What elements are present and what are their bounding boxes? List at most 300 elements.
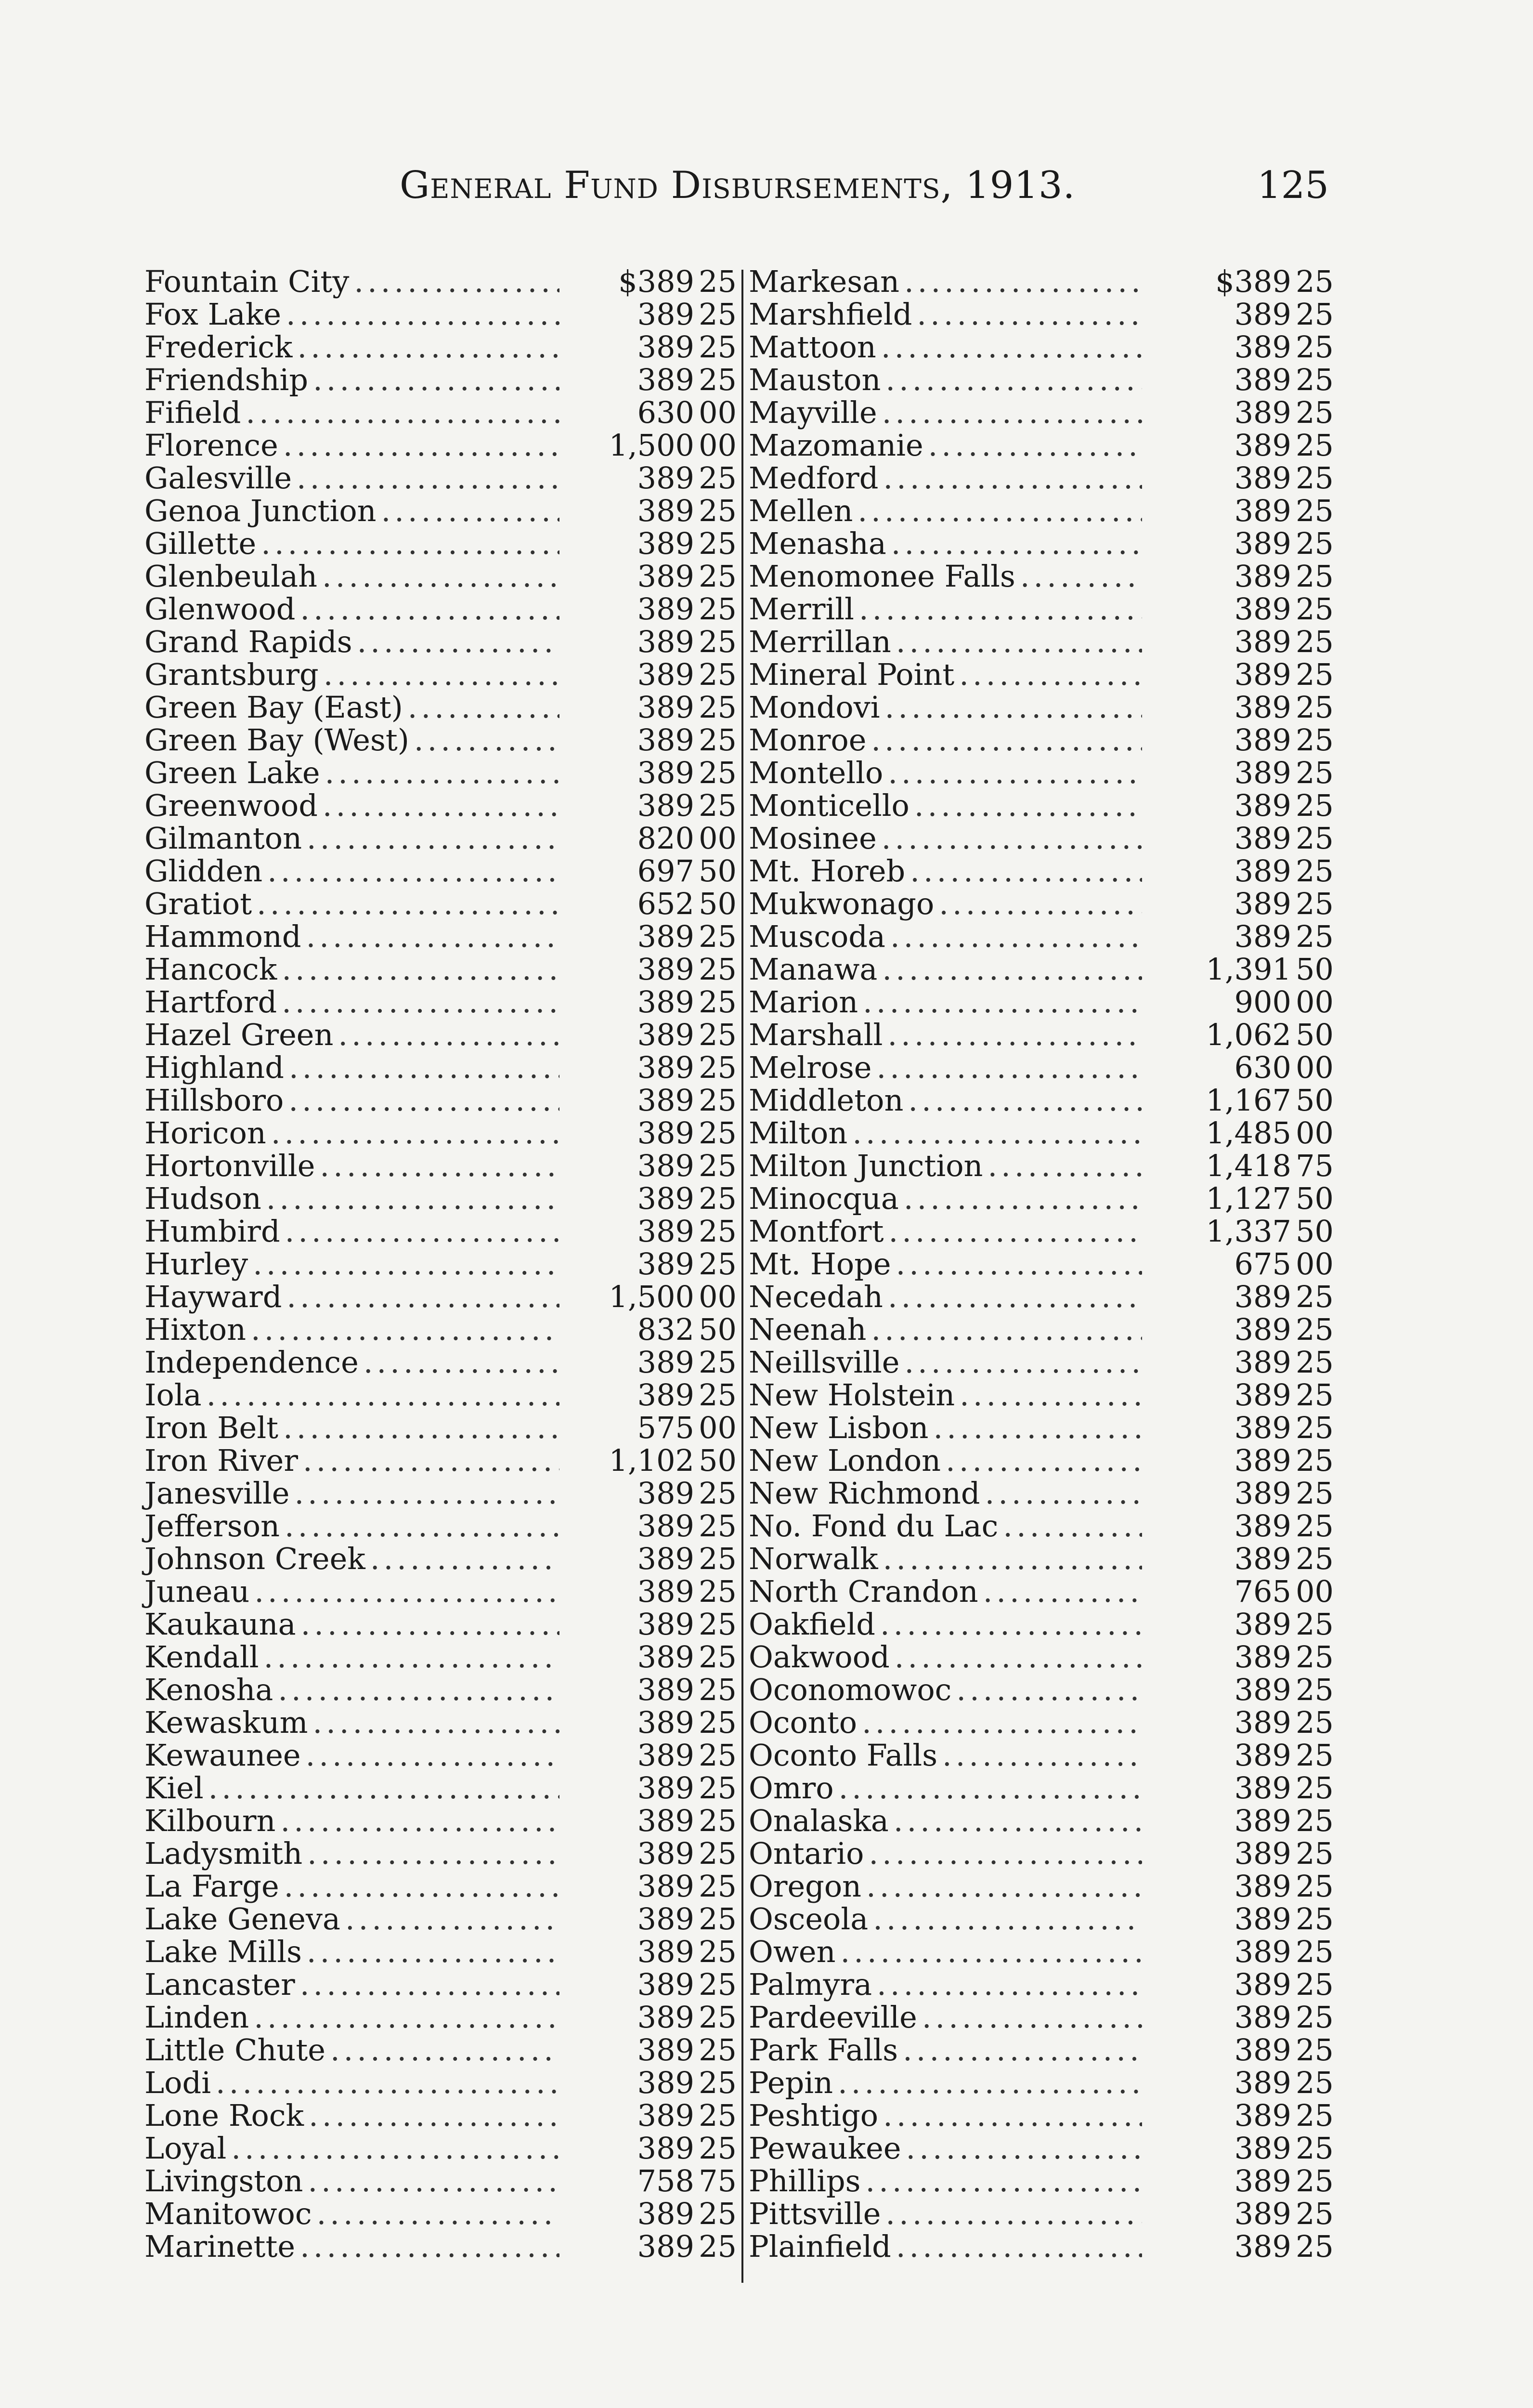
disbursement-row (749, 755, 1334, 788)
amount-dollars: 1,485 (1206, 1115, 1291, 1151)
amount-cents: 25 (1296, 886, 1334, 921)
amount-cents: 25 (1296, 755, 1334, 790)
leader-dots (330, 2032, 559, 2068)
disbursement-row (749, 297, 1334, 332)
leader-dots (888, 1214, 1142, 1249)
place-name: Montfort (749, 1214, 884, 1249)
amount-dollars: 389 (1234, 2163, 1291, 2199)
place-name: Glenbeulah (144, 559, 318, 594)
place-name: Frederick (144, 329, 293, 365)
amount-dollars: 389 (1234, 722, 1291, 758)
place-name: Fountain City (144, 264, 350, 299)
leader-dots (308, 2163, 559, 2199)
amount-cents: 25 (699, 526, 737, 561)
leader-dots (883, 460, 1142, 496)
disbursement-row (749, 1770, 1334, 1806)
place-name: Mondovi (749, 690, 880, 725)
place-name: No. Fond du Lac (749, 1508, 999, 1544)
place-name: Humbird (144, 1214, 280, 1249)
place-name: Janesville (144, 1476, 290, 1511)
amount-cents: 25 (699, 1476, 737, 1511)
amount-dollars: 765 (1234, 1574, 1291, 1609)
leader-dots (216, 2065, 559, 2100)
amount-dollars: 389 (1234, 1836, 1291, 1871)
disbursement-row (144, 624, 737, 657)
amount-dollars: 389 (637, 1836, 694, 1871)
amount-cents: 00 (1296, 1246, 1334, 1282)
place-name: Middleton (749, 1083, 904, 1118)
leader-dots (364, 1345, 559, 1380)
place-name: Onalaska (749, 1803, 889, 1838)
leader-dots (906, 2131, 1142, 2166)
amount-cents: 25 (1296, 559, 1334, 594)
amount-dollars: 389 (637, 2000, 694, 2035)
amount-dollars: 389 (637, 1934, 694, 1969)
place-name: Lone Rock (144, 2098, 304, 2133)
leader-dots (278, 1672, 559, 1707)
amount-dollars: 389 (637, 1115, 694, 1151)
leader-dots (890, 919, 1142, 954)
amount-cents: 25 (1296, 821, 1334, 856)
amount-dollars: 675 (1234, 1246, 1291, 1282)
place-name: Menomonee Falls (749, 559, 1015, 594)
amount-cents: 25 (699, 2032, 737, 2068)
amount-cents: 00 (1296, 1050, 1334, 1085)
amount-dollars: 389 (1234, 1738, 1291, 1773)
amount-dollars: 389 (1234, 624, 1291, 659)
amount-cents: 25 (1296, 1410, 1334, 1445)
amount-dollars: 389 (1234, 1541, 1291, 1576)
place-name: Green Bay (West) (144, 722, 409, 758)
leader-dots (286, 1279, 559, 1314)
amount-dollars: 389 (1234, 1934, 1291, 1969)
disbursement-row (749, 919, 1334, 952)
place-name: Monticello (749, 788, 909, 823)
disbursement-row (144, 1705, 737, 1738)
place-name: Marinette (144, 2229, 296, 2264)
amount-cents: 50 (699, 1312, 737, 1347)
amount-dollars: 389 (1234, 2000, 1291, 2035)
amount-cents: 25 (1296, 362, 1334, 397)
leader-dots (933, 1410, 1142, 1445)
amount-cents: 25 (699, 1148, 737, 1183)
leader-dots (896, 624, 1142, 659)
disbursement-row (144, 788, 737, 821)
leader-dots (345, 1901, 559, 1937)
leader-dots (294, 1476, 559, 1511)
amount-cents: 25 (1296, 1672, 1334, 1707)
amount-dollars: 389 (637, 2098, 694, 2133)
disbursement-row (144, 329, 737, 365)
disbursement-row (749, 1705, 1334, 1738)
leader-dots (266, 1181, 559, 1216)
place-name: Mellen (749, 493, 853, 528)
disbursement-row (144, 657, 737, 690)
amount-cents: 25 (699, 2229, 737, 2264)
disbursement-row (749, 329, 1334, 365)
leader-dots (904, 1181, 1142, 1216)
disbursement-row (144, 264, 737, 297)
amount-dollars: 389 (637, 493, 694, 528)
disbursement-row (749, 2196, 1334, 2229)
disbursement-row (144, 2032, 737, 2068)
place-name: Melrose (749, 1050, 872, 1085)
amount-cents: 25 (699, 1541, 737, 1576)
leader-dots (903, 2032, 1142, 2068)
amount-cents: 00 (699, 1410, 737, 1445)
place-name: Hartford (144, 984, 277, 1020)
leader-dots (284, 1869, 559, 1904)
disbursement-row (144, 1869, 737, 1904)
place-name: Oconto (749, 1705, 857, 1740)
amount-cents: 25 (1296, 1803, 1334, 1838)
leader-dots (306, 919, 559, 954)
leader-dots (324, 657, 559, 692)
disbursement-row (749, 2229, 1334, 2262)
place-name: Mazomanie (749, 428, 923, 463)
amount-dollars: 389 (637, 460, 694, 496)
place-name: Juneau (144, 1574, 250, 1609)
leader-dots (880, 1607, 1142, 1642)
disbursement-row (144, 886, 737, 919)
amount-dollars: 389 (637, 624, 694, 659)
amount-cents: 50 (1296, 1214, 1334, 1249)
leader-dots (301, 1607, 559, 1642)
disbursement-row (749, 526, 1334, 559)
leader-dots (254, 1574, 559, 1609)
disbursement-row (749, 1672, 1334, 1705)
amount-dollars: 575 (637, 1410, 694, 1445)
amount-cents: 25 (1296, 297, 1334, 332)
disbursement-row (749, 1443, 1334, 1476)
disbursement-row (144, 1901, 737, 1937)
amount-dollars: 389 (1234, 591, 1291, 627)
amount-cents: 25 (1296, 264, 1334, 299)
place-name: Mauston (749, 362, 881, 397)
place-name: Menasha (749, 526, 886, 561)
leader-dots (942, 1738, 1142, 1773)
place-name: Loyal (144, 2131, 227, 2166)
place-name: Owen (749, 1934, 836, 1969)
amount-dollars: 389 (637, 788, 694, 823)
place-name: North Crandon (749, 1574, 978, 1609)
amount-dollars: 389 (637, 2229, 694, 2264)
leader-dots (887, 1017, 1142, 1052)
leader-dots (370, 1541, 559, 1576)
amount-cents: 25 (699, 1508, 737, 1544)
place-name: Pittsville (749, 2196, 881, 2231)
disbursement-row (749, 657, 1334, 690)
amount-cents: 25 (1296, 329, 1334, 365)
amount-cents: 25 (699, 1115, 737, 1151)
amount-cents: 25 (699, 1967, 737, 2002)
disbursement-row (749, 264, 1334, 297)
leader-dots (357, 624, 559, 659)
amount-dollars: 389 (637, 362, 694, 397)
place-name: Iron Belt (144, 1410, 279, 1445)
disbursement-row (749, 1901, 1334, 1937)
amount-dollars: 758 (637, 2163, 694, 2199)
amount-cents: 25 (1296, 2032, 1334, 2068)
amount-dollars: 389 (637, 2131, 694, 2166)
amount-cents: 25 (1296, 526, 1334, 561)
amount-dollars: 630 (637, 395, 694, 430)
disbursement-row (144, 460, 737, 496)
leader-dots (882, 952, 1142, 987)
amount-cents: 25 (1296, 1738, 1334, 1773)
disbursement-row (749, 821, 1334, 856)
disbursement-row (749, 1541, 1334, 1574)
place-name: Merrill (749, 591, 854, 627)
amount-dollars: $389 (1215, 264, 1291, 299)
place-name: Marshall (749, 1017, 883, 1052)
place-name: Hortonville (144, 1148, 315, 1183)
amount-cents: 50 (1296, 1083, 1334, 1118)
amount-dollars: 389 (1234, 1312, 1291, 1347)
leader-dots (882, 395, 1142, 430)
amount-cents: 25 (1296, 460, 1334, 496)
amount-dollars: 1,337 (1206, 1214, 1291, 1249)
disbursement-row (749, 952, 1334, 987)
place-name: Greenwood (144, 788, 318, 823)
leader-dots (246, 395, 559, 430)
leader-dots (231, 2131, 559, 2166)
amount-cents: 25 (699, 1770, 737, 1806)
disbursement-row (749, 853, 1334, 889)
amount-dollars: 389 (1234, 1410, 1291, 1445)
disbursement-row (749, 1345, 1334, 1380)
amount-cents: 25 (699, 755, 737, 790)
amount-cents: 25 (699, 1050, 737, 1085)
place-name: New Richmond (749, 1476, 980, 1511)
amount-cents: 25 (1296, 1607, 1334, 1642)
place-name: Markesan (749, 264, 900, 299)
disbursement-row (144, 2163, 737, 2199)
leader-dots (300, 2229, 559, 2264)
place-name: Necedah (749, 1279, 883, 1314)
place-name: Kiel (144, 1770, 204, 1806)
place-name: Kilbourn (144, 1803, 276, 1838)
place-name: Jefferson (144, 1508, 280, 1544)
place-name: Horicon (144, 1115, 266, 1151)
disbursement-row (144, 853, 737, 889)
amount-dollars: 389 (637, 1148, 694, 1183)
place-name: Lodi (144, 2065, 211, 2100)
amount-cents: 25 (699, 1836, 737, 1871)
leader-dots (910, 853, 1142, 889)
disbursement-row (144, 559, 737, 594)
amount-dollars: 389 (637, 1476, 694, 1511)
leader-dots (983, 1574, 1142, 1609)
amount-cents: 00 (699, 1279, 737, 1314)
place-name: Mattoon (749, 329, 876, 365)
amount-cents: 25 (699, 1083, 737, 1118)
disbursement-row (749, 362, 1334, 395)
place-name: Gillette (144, 526, 257, 561)
disbursement-row (144, 1770, 737, 1806)
disbursement-row (144, 1607, 737, 1642)
amount-cents: 25 (1296, 2229, 1334, 2264)
amount-dollars: 389 (1234, 657, 1291, 692)
place-name: Highland (144, 1050, 284, 1085)
amount-dollars: 389 (637, 591, 694, 627)
leader-dots (414, 722, 559, 758)
disbursement-row (749, 591, 1334, 627)
amount-dollars: 389 (637, 1050, 694, 1085)
page-number: 125 (1257, 164, 1329, 207)
place-name: Mineral Point (749, 657, 955, 692)
leader-dots (959, 657, 1142, 692)
amount-dollars: 389 (1234, 2032, 1291, 2068)
disbursement-row (144, 1836, 737, 1869)
place-name: Independence (144, 1345, 359, 1380)
disbursement-row (749, 2000, 1334, 2035)
leader-dots (881, 329, 1142, 365)
disbursement-row (144, 493, 737, 526)
amount-cents: 25 (1296, 1967, 1334, 2002)
leader-dots (207, 1377, 559, 1413)
amount-dollars: 389 (637, 952, 694, 987)
place-name: Lake Geneva (144, 1901, 340, 1937)
amount-cents: 50 (699, 853, 737, 889)
amount-dollars: 389 (1234, 297, 1291, 332)
amount-dollars: 389 (637, 1017, 694, 1052)
disbursement-row (144, 1803, 737, 1836)
leader-dots (883, 1541, 1142, 1576)
disbursement-row (144, 1246, 737, 1282)
amount-dollars: 389 (1234, 2098, 1291, 2133)
disbursement-row (749, 1017, 1334, 1050)
amount-cents: 25 (699, 2000, 737, 2035)
amount-cents: 25 (699, 1738, 737, 1773)
place-name: Hammond (144, 919, 301, 954)
amount-dollars: 389 (1234, 1639, 1291, 1675)
disbursement-row (749, 624, 1334, 657)
leader-dots (908, 1083, 1142, 1118)
amount-cents: 25 (1296, 853, 1334, 889)
amount-cents: 25 (699, 1639, 737, 1675)
amount-cents: 25 (699, 559, 737, 594)
amount-cents: 25 (1296, 1705, 1334, 1740)
leader-dots (838, 2065, 1142, 2100)
place-name: Friendship (144, 362, 309, 397)
place-name: New London (749, 1443, 941, 1478)
leader-dots (888, 1279, 1142, 1314)
amount-cents: 25 (699, 1246, 737, 1282)
leader-dots (852, 1115, 1142, 1151)
amount-cents: 25 (699, 493, 737, 528)
amount-cents: 25 (699, 329, 737, 365)
place-name: Hancock (144, 952, 277, 987)
leader-dots (873, 1901, 1142, 1937)
place-name: Muscoda (749, 919, 885, 954)
place-name: Green Lake (144, 755, 320, 790)
amount-cents: 25 (699, 1672, 737, 1707)
disbursement-row (144, 755, 737, 788)
amount-cents: 25 (1296, 2098, 1334, 2133)
leader-dots (307, 1934, 559, 1969)
amount-dollars: 389 (637, 690, 694, 725)
amount-dollars: 389 (637, 1541, 694, 1576)
place-name: Oregon (749, 1869, 862, 1904)
amount-cents: 25 (1296, 1901, 1334, 1937)
place-name: Galesville (144, 460, 292, 496)
amount-cents: 25 (699, 984, 737, 1020)
amount-dollars: 389 (1234, 1770, 1291, 1806)
amount-cents: 50 (1296, 1181, 1334, 1216)
disbursement-row (144, 1508, 737, 1544)
leader-dots (985, 1476, 1142, 1511)
amount-dollars: 389 (1234, 2196, 1291, 2231)
place-name: Kendall (144, 1639, 259, 1675)
place-name: Mt. Horeb (749, 853, 906, 889)
leader-dots (885, 362, 1142, 397)
leader-dots (865, 2163, 1142, 2199)
amount-cents: 25 (1296, 1345, 1334, 1380)
amount-dollars: 389 (637, 1246, 694, 1282)
right-column (749, 264, 1334, 2262)
leader-dots (325, 755, 559, 790)
leader-dots (895, 1639, 1142, 1675)
leader-dots (300, 591, 559, 627)
amount-dollars: 389 (637, 1345, 694, 1380)
amount-dollars: 1,418 (1206, 1148, 1291, 1183)
disbursement-row (144, 1934, 737, 1967)
place-name: Fifield (144, 395, 241, 430)
disbursement-row (144, 1083, 737, 1118)
leader-dots (863, 984, 1142, 1020)
disbursement-row (144, 1017, 737, 1050)
amount-dollars: 697 (637, 853, 694, 889)
disbursement-row (749, 1476, 1334, 1511)
amount-dollars: 389 (1234, 919, 1291, 954)
leader-dots (208, 1770, 559, 1806)
place-name: Merrillan (749, 624, 891, 659)
amount-cents: 25 (699, 264, 737, 299)
amount-dollars: $389 (618, 264, 694, 299)
amount-dollars: 389 (637, 1181, 694, 1216)
amount-dollars: 389 (1234, 690, 1291, 725)
amount-dollars: 389 (1234, 460, 1291, 496)
amount-dollars: 389 (637, 1672, 694, 1707)
place-name: Osceola (749, 1901, 869, 1937)
leader-dots (866, 1869, 1142, 1904)
amount-cents: 25 (699, 919, 737, 954)
leader-dots (956, 1672, 1142, 1707)
disbursement-row (749, 1607, 1334, 1642)
disbursement-row (144, 1639, 737, 1675)
disbursement-row (749, 690, 1334, 725)
place-name: Phillips (749, 2163, 861, 2199)
place-name: Hurley (144, 1246, 248, 1282)
leader-dots (303, 1443, 559, 1478)
disbursement-row (144, 2000, 737, 2035)
place-name: Genoa Junction (144, 493, 377, 528)
place-name: Livingston (144, 2163, 303, 2199)
amount-dollars: 389 (637, 1377, 694, 1413)
place-name: Palmyra (749, 1967, 872, 2002)
place-name: Hixton (144, 1312, 247, 1347)
disbursement-row (144, 1148, 737, 1181)
leader-dots (869, 1836, 1142, 1871)
disbursement-row (144, 1279, 737, 1312)
place-name: La Farge (144, 1869, 279, 1904)
place-name: Mukwonago (749, 886, 935, 921)
place-name: Pewaukee (749, 2131, 901, 2166)
amount-cents: 50 (699, 1443, 737, 1478)
place-name: Marshfield (749, 297, 912, 332)
amount-dollars: 1,500 (609, 1279, 694, 1314)
